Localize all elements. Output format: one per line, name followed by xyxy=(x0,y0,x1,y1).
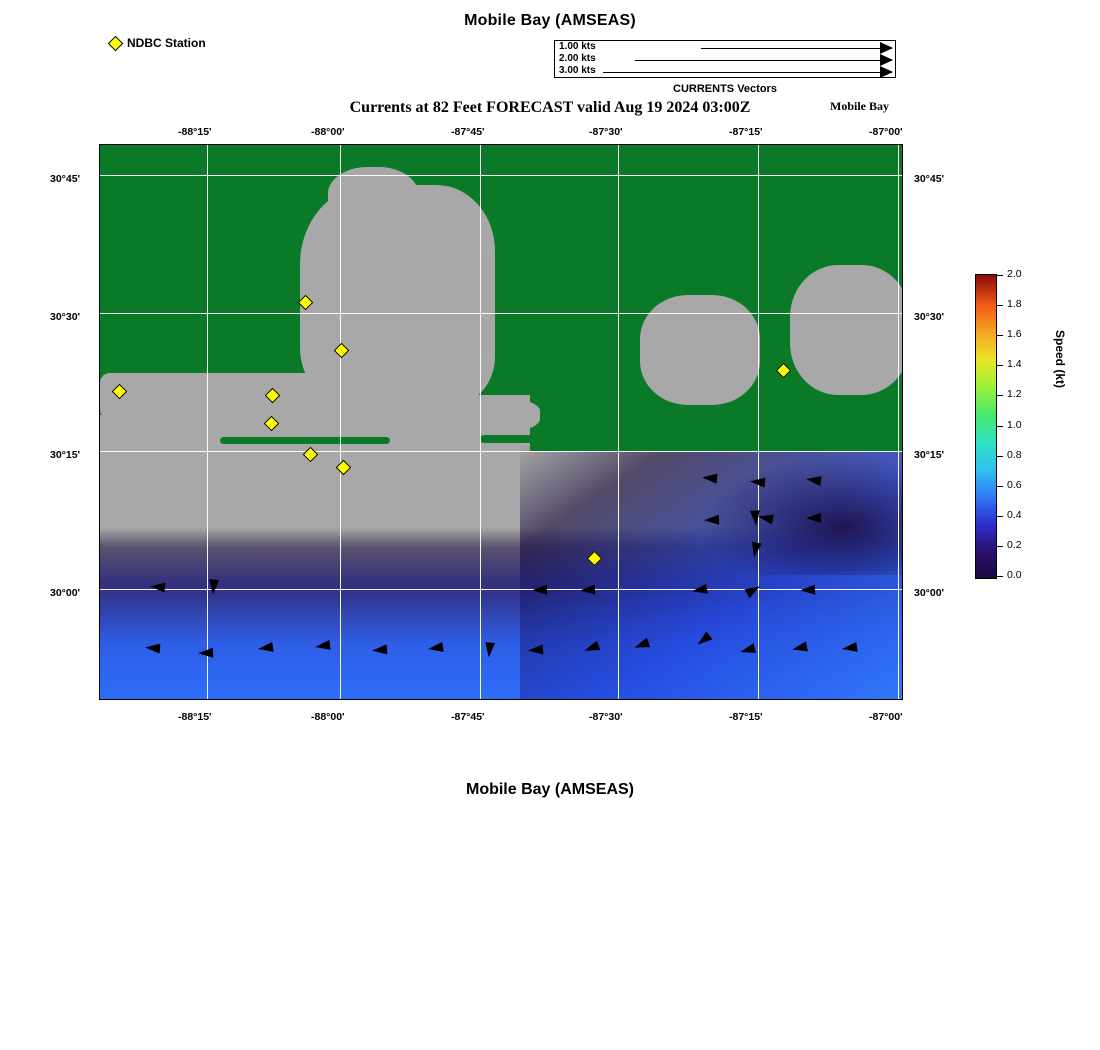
gridline-lat-3030 xyxy=(100,313,902,314)
colorbar xyxy=(975,270,1090,590)
colorbar-label-1-8: 1.8 xyxy=(1007,298,1022,310)
current-vector xyxy=(532,585,547,596)
bay-mouth xyxy=(400,395,540,435)
vector-scale-row-2 xyxy=(555,54,895,67)
colorbar-label-0-2: 0.2 xyxy=(1007,539,1022,551)
x-tick-bottom-6: -87°00' xyxy=(869,711,903,723)
x-tick-bottom-5: -87°15' xyxy=(729,711,763,723)
gridline-lon-8745 xyxy=(480,145,481,699)
colorbar-tick xyxy=(997,335,1003,336)
current-vector xyxy=(841,642,857,654)
y-tick-right-2: 30°30' xyxy=(914,311,945,323)
current-vector xyxy=(257,642,273,654)
current-vector xyxy=(198,648,213,659)
vector-scale-label-2: 2.00 kts xyxy=(559,53,596,64)
current-vector xyxy=(145,642,161,653)
peninsula-north-tip xyxy=(328,167,418,227)
colorbar-label-1-6: 1.6 xyxy=(1007,328,1022,340)
y-tick-left-4: 30°00' xyxy=(50,587,81,599)
map-inner xyxy=(100,145,902,699)
colorbar-tick xyxy=(997,516,1003,517)
colorbar-label-0-4: 0.4 xyxy=(1007,509,1022,521)
vector-scale-label-1: 1.00 kts xyxy=(559,41,596,52)
colorbar-tick xyxy=(997,395,1003,396)
colorbar-tick xyxy=(997,486,1003,487)
y-tick-left-3: 30°15' xyxy=(50,449,81,461)
colorbar-label-1-2: 1.2 xyxy=(1007,388,1022,400)
map-canvas[interactable] xyxy=(99,144,903,700)
barrier-island-east xyxy=(700,427,903,437)
vector-scale-row-1 xyxy=(555,42,895,55)
x-tick-bottom-4: -87°30' xyxy=(589,711,623,723)
vector-scale-key xyxy=(554,40,896,78)
ndbc-station-label: NDBC Station xyxy=(127,36,206,50)
land-north xyxy=(100,145,903,395)
sound-west xyxy=(100,373,400,419)
current-vector xyxy=(427,642,443,654)
colorbar-tick xyxy=(997,546,1003,547)
vector-shaft-icon xyxy=(603,72,892,73)
current-vector xyxy=(372,644,388,655)
current-vector xyxy=(805,474,821,486)
vector-head-icon xyxy=(880,42,893,54)
vector-shaft-icon xyxy=(635,60,892,61)
current-vector xyxy=(750,476,766,487)
colorbar-label-0-8: 0.8 xyxy=(1007,449,1022,461)
vector-shaft-icon xyxy=(701,48,892,49)
page-title: Mobile Bay (AMSEAS) xyxy=(464,12,636,29)
current-vector xyxy=(150,581,166,592)
colorbar-gradient xyxy=(975,274,997,579)
colorbar-title: Speed (kt) xyxy=(1053,330,1067,389)
vector-head-icon xyxy=(880,54,893,66)
current-vector xyxy=(208,579,219,595)
gridline-lon-8800 xyxy=(340,145,341,699)
y-tick-right-4: 30°00' xyxy=(914,587,945,599)
current-vector xyxy=(702,472,718,483)
y-tick-right-3: 30°15' xyxy=(914,449,945,461)
x-tick-top-1: -88°15' xyxy=(178,126,212,138)
water-deep-patch xyxy=(700,455,903,575)
gridline-lat-3015 xyxy=(100,451,902,452)
current-vector xyxy=(528,644,544,655)
station-diamond-icon xyxy=(108,35,124,51)
x-tick-bottom-1: -88°15' xyxy=(178,711,212,723)
gridline-lat-3045 xyxy=(100,175,902,176)
colorbar-label-1-0: 1.0 xyxy=(1007,419,1022,431)
colorbar-tick xyxy=(997,365,1003,366)
colorbar-tick xyxy=(997,576,1003,577)
x-tick-top-4: -87°30' xyxy=(589,126,623,138)
x-tick-bottom-3: -87°45' xyxy=(451,711,485,723)
colorbar-tick xyxy=(997,456,1003,457)
current-vector xyxy=(800,585,815,596)
perdido-bay xyxy=(640,295,760,405)
current-vector xyxy=(314,640,330,652)
current-vector xyxy=(750,510,761,526)
barrier-island-central xyxy=(480,435,720,443)
vector-scale-label-3: 3.00 kts xyxy=(559,65,596,76)
gridline-lon-8700 xyxy=(898,145,899,699)
pensacola-bay xyxy=(790,265,903,395)
colorbar-label-0-0: 0.0 xyxy=(1007,569,1022,581)
gridline-lon-8815 xyxy=(207,145,208,699)
x-tick-top-3: -87°45' xyxy=(451,126,485,138)
colorbar-label-1-4: 1.4 xyxy=(1007,358,1022,370)
colorbar-label-2-0: 2.0 xyxy=(1007,268,1022,280)
gridline-lon-8730 xyxy=(618,145,619,699)
bottom-title: Mobile Bay (AMSEAS) xyxy=(465,781,634,798)
colorbar-label-0-6: 0.6 xyxy=(1007,479,1022,491)
colorbar-tick xyxy=(997,305,1003,306)
vector-head-icon xyxy=(880,66,893,78)
forecast-subtitle: Currents at 82 Feet FORECAST valid Aug 19 2024 03:00Z xyxy=(349,99,751,116)
current-vector xyxy=(484,642,495,658)
current-vector xyxy=(580,584,596,595)
gridline-lon-8715 xyxy=(758,145,759,699)
vector-scale-row-3 xyxy=(555,66,895,79)
barrier-island-west xyxy=(220,437,390,444)
x-tick-top-6: -87°00' xyxy=(869,126,903,138)
x-tick-top-2: -88°00' xyxy=(311,126,345,138)
current-vector xyxy=(806,513,821,524)
x-tick-bottom-2: -88°00' xyxy=(311,711,345,723)
vector-key-caption: CURRENTS Vectors xyxy=(673,83,777,95)
y-tick-left-1: 30°45' xyxy=(50,173,81,185)
colorbar-tick xyxy=(997,275,1003,276)
current-vector xyxy=(704,515,719,526)
y-tick-right-1: 30°45' xyxy=(914,173,945,185)
ndbc-station-legend xyxy=(110,36,206,50)
x-tick-top-5: -87°15' xyxy=(729,126,763,138)
colorbar-tick xyxy=(997,426,1003,427)
gridline-lat-3000 xyxy=(100,589,902,590)
y-tick-left-2: 30°30' xyxy=(50,311,81,323)
region-label: Mobile Bay xyxy=(830,99,889,113)
